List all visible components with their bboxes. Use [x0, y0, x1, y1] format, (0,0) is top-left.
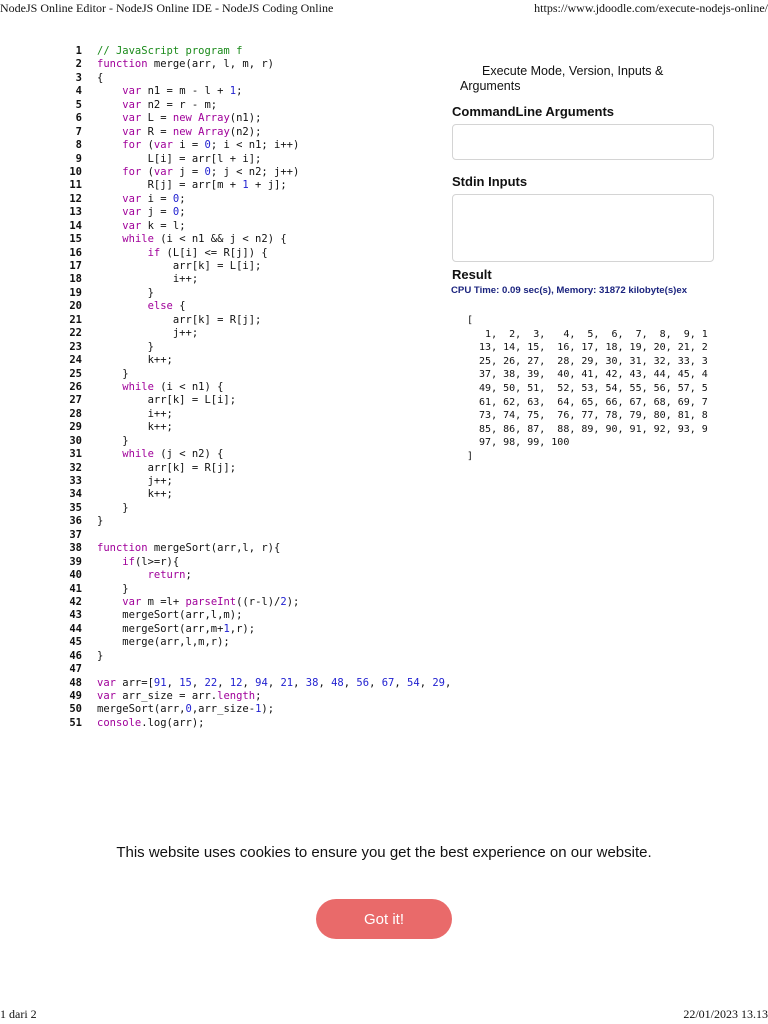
line-number: 16 [69, 246, 82, 259]
code-line[interactable] [56, 381, 448, 394]
code-line[interactable] [56, 260, 448, 273]
code-text[interactable]: arr[k] = L[i]; [97, 394, 237, 407]
cookie-accept-button[interactable]: Got it! [316, 899, 452, 939]
code-line[interactable] [56, 556, 448, 569]
code-line[interactable] [56, 650, 448, 663]
code-text[interactable]: var k = l; [122, 219, 186, 232]
line-number: 46 [69, 649, 82, 662]
line-number: 38 [69, 542, 82, 555]
code-text[interactable]: var n2 = r - m; [122, 98, 218, 111]
line-number: 39 [69, 555, 82, 568]
result-output [467, 314, 768, 464]
line-number: 37 [69, 528, 82, 541]
code-text[interactable]: var arr=[91, 15, 22, 12, 94, 21, 38, 48, 56, 67, 54, 29, [97, 676, 452, 689]
line-number: 34 [69, 488, 82, 501]
code-text[interactable]: k++; [97, 354, 173, 367]
line-number: 41 [69, 582, 82, 595]
line-number: 42 [69, 595, 82, 608]
code-text[interactable]: if(l>=r){ [122, 555, 180, 568]
code-line[interactable] [56, 690, 448, 703]
code-line[interactable] [56, 273, 448, 286]
page-url: https://www.jdoodle.com/execute-nodejs-online/ [534, 1, 768, 15]
code-line[interactable] [56, 126, 448, 139]
line-number: 2 [75, 58, 82, 71]
code-text[interactable]: mergeSort(arr,0,arr_size-1); [97, 703, 275, 716]
code-text[interactable]: k++; [97, 421, 173, 434]
line-number: 32 [69, 461, 82, 474]
line-number: 45 [69, 636, 82, 649]
code-line[interactable] [56, 408, 448, 421]
result-line: 1, 2, 3, 4, 5, 6, 7, 8, 9, 1 [467, 328, 708, 340]
code-line[interactable] [56, 583, 448, 596]
line-number: 24 [69, 354, 82, 367]
code-line[interactable] [56, 85, 448, 98]
code-line[interactable] [56, 529, 448, 542]
commandline-label: CommandLine Arguments [452, 104, 615, 119]
code-text[interactable]: i++; [97, 273, 199, 286]
line-number: 7 [75, 125, 82, 138]
code-line[interactable] [56, 502, 448, 515]
code-text[interactable]: var arr_size = arr.length; [97, 690, 262, 702]
code-line[interactable] [56, 220, 448, 233]
code-text[interactable]: var i = 0; [122, 192, 186, 205]
result-line: 37, 38, 39, 40, 41, 42, 43, 44, 45, 4 [467, 369, 708, 381]
code-line[interactable] [56, 676, 452, 690]
code-line[interactable] [56, 300, 448, 313]
code-line[interactable] [56, 112, 448, 125]
code-text[interactable]: console.log(arr); [97, 716, 205, 729]
line-number: 33 [69, 475, 82, 487]
line-number: 9 [75, 152, 82, 165]
code-line[interactable] [56, 421, 448, 434]
line-number: 15 [69, 233, 82, 246]
line-number: 10 [69, 165, 82, 178]
line-number: 13 [69, 206, 82, 219]
code-line[interactable] [56, 703, 448, 716]
code-line[interactable] [56, 72, 448, 85]
code-line[interactable] [56, 166, 448, 179]
line-number: 14 [69, 219, 82, 232]
code-text[interactable]: arr[k] = R[j]; [97, 313, 262, 326]
line-number: 4 [75, 85, 82, 98]
line-number: 30 [69, 434, 82, 447]
code-text[interactable]: } [97, 501, 129, 514]
code-text[interactable]: i++; [97, 407, 173, 420]
result-label: Result [452, 267, 492, 282]
result-line: 85, 86, 87, 88, 89, 90, 91, 92, 93, 9 [467, 423, 708, 435]
code-text[interactable]: j++; [97, 327, 199, 340]
line-number: 31 [69, 448, 82, 461]
code-text[interactable]: var m =l+ parseInt((r-l)/2); [122, 595, 300, 608]
line-number: 17 [69, 260, 82, 272]
code-text[interactable]: var j = 0; [122, 206, 186, 219]
code-line[interactable] [56, 153, 448, 166]
code-line[interactable] [56, 314, 448, 327]
result-line: 49, 50, 51, 52, 53, 54, 55, 56, 57, 5 [467, 382, 708, 394]
line-number: 6 [75, 112, 82, 125]
code-line[interactable] [56, 139, 448, 152]
code-line[interactable] [56, 623, 448, 636]
code-editor[interactable] [56, 45, 452, 730]
code-line[interactable] [56, 287, 448, 300]
code-line[interactable] [56, 542, 448, 555]
code-text[interactable]: else { [147, 300, 186, 313]
line-number: 50 [69, 703, 82, 716]
commandline-input[interactable] [452, 124, 714, 160]
line-number: 21 [69, 313, 82, 326]
line-number: 19 [69, 286, 82, 299]
code-line[interactable] [56, 462, 448, 475]
line-number: 23 [69, 340, 82, 353]
result-line: 61, 62, 63, 64, 65, 66, 67, 68, 69, 7 [467, 396, 708, 408]
execute-panel [450, 60, 768, 464]
line-number: 27 [69, 394, 82, 407]
code-text[interactable]: function merge(arr, l, m, r) [97, 58, 275, 71]
code-line[interactable] [56, 58, 448, 71]
code-text[interactable]: var L = new Array(n1); [122, 112, 262, 125]
line-number: 18 [69, 273, 82, 286]
code-line[interactable] [56, 179, 448, 192]
code-text[interactable]: merge(arr,l,m,r); [97, 636, 230, 649]
code-text[interactable]: // JavaScript program f [97, 45, 243, 57]
code-text[interactable]: { [97, 71, 104, 84]
line-number: 3 [75, 71, 82, 84]
code-line[interactable] [56, 435, 448, 448]
code-line[interactable] [56, 327, 448, 340]
line-number: 47 [69, 663, 82, 676]
code-text[interactable]: arr[k] = R[j]; [97, 461, 237, 474]
line-number: 8 [75, 139, 82, 152]
code-text[interactable]: } [97, 515, 104, 528]
code-line[interactable] [56, 515, 448, 528]
line-number: 43 [69, 609, 82, 622]
line-number: 40 [69, 569, 82, 582]
code-line[interactable] [56, 368, 448, 381]
code-text[interactable]: while (i < n1) { [122, 380, 224, 393]
code-line[interactable] [56, 569, 448, 582]
line-number: 48 [69, 676, 82, 689]
line-number: 20 [69, 300, 82, 313]
page-title: NodeJS Online Editor - NodeJS Online IDE - NodeJS Coding Online [0, 1, 334, 15]
result-line: [ [467, 315, 474, 326]
code-line[interactable] [56, 247, 448, 260]
line-number: 26 [69, 380, 82, 393]
code-line[interactable] [56, 717, 448, 730]
result-line: 25, 26, 27, 28, 29, 30, 31, 32, 33, 3 [467, 355, 708, 367]
code-line[interactable] [56, 99, 448, 112]
code-text[interactable]: k++; [97, 488, 173, 501]
print-header [0, 0, 768, 18]
line-number: 5 [75, 98, 82, 111]
line-number: 29 [69, 421, 82, 434]
line-number: 49 [69, 690, 82, 702]
code-text[interactable]: arr[k] = L[i]; [97, 260, 262, 272]
code-text[interactable]: return; [147, 569, 192, 582]
code-line[interactable] [56, 609, 448, 622]
line-number: 28 [69, 407, 82, 420]
line-number: 51 [69, 716, 82, 729]
result-line: 97, 98, 99, 100 [467, 437, 570, 449]
stdin-input[interactable] [452, 194, 714, 262]
print-footer [0, 1006, 768, 1024]
code-line[interactable] [56, 45, 448, 58]
code-text[interactable]: R[j] = arr[m + 1 + j]; [97, 179, 287, 192]
code-text[interactable]: var n1 = m - l + 1; [122, 85, 243, 98]
code-line[interactable] [56, 193, 448, 206]
code-line[interactable] [56, 233, 448, 246]
result-line: 13, 14, 15, 16, 17, 18, 19, 20, 21, 2 [467, 342, 708, 354]
code-text[interactable]: for (var i = 0; i < n1; i++) [122, 139, 300, 152]
line-number: 11 [69, 179, 82, 192]
code-text[interactable]: function mergeSort(arr,l, r){ [97, 542, 281, 555]
code-text[interactable]: } [97, 582, 129, 595]
code-text[interactable]: L[i] = arr[l + i]; [97, 152, 262, 165]
line-number: 36 [69, 515, 82, 528]
line-number: 44 [69, 622, 82, 635]
code-line[interactable] [56, 448, 448, 461]
execute-mode-title[interactable]: Execute Mode, Version, Inputs & Arguments [460, 64, 664, 93]
code-line[interactable] [56, 475, 448, 488]
code-line[interactable] [56, 636, 448, 649]
page-number: 1 dari 2 [0, 1007, 37, 1021]
print-datetime: 22/01/2023 13.13 [683, 1007, 768, 1021]
line-number: 25 [69, 367, 82, 380]
result-line: 73, 74, 75, 76, 77, 78, 79, 80, 81, 8 [467, 410, 708, 422]
code-text[interactable]: mergeSort(arr,l,m); [97, 609, 243, 622]
code-text[interactable]: } [97, 649, 104, 662]
line-number: 22 [69, 327, 82, 340]
code-text[interactable]: } [97, 434, 129, 447]
code-text[interactable]: } [97, 367, 129, 380]
line-number: 35 [69, 501, 82, 514]
cpu-stats: CPU Time: 0.09 sec(s), Memory: 31872 kilobyte(s)ex [451, 285, 688, 296]
code-text[interactable]: } [97, 340, 154, 353]
code-text[interactable]: while (i < n1 && j < n2) { [122, 233, 287, 246]
code-text[interactable]: var R = new Array(n2); [122, 125, 262, 138]
stdin-label: Stdin Inputs [452, 174, 528, 189]
line-number: 12 [69, 192, 82, 205]
code-line[interactable] [56, 488, 448, 501]
code-text[interactable]: mergeSort(arr,m+1,r); [97, 622, 256, 635]
code-text[interactable]: for (var j = 0; j < n2; j++) [122, 165, 300, 178]
code-text[interactable]: if (L[i] <= R[j]) { [147, 246, 268, 259]
code-line[interactable] [56, 206, 448, 219]
result-line: ] [467, 450, 474, 462]
code-line[interactable] [56, 341, 448, 354]
code-line[interactable] [56, 354, 448, 367]
code-text[interactable]: while (j < n2) { [122, 448, 224, 461]
code-line[interactable] [56, 663, 448, 676]
code-line[interactable] [56, 394, 448, 407]
cookie-message: This website uses cookies to ensure you get the best experience on our website. [116, 844, 652, 861]
code-line[interactable] [56, 596, 448, 609]
code-text[interactable]: j++; [97, 475, 173, 487]
code-text[interactable]: } [97, 286, 154, 299]
line-number: 1 [75, 45, 82, 57]
